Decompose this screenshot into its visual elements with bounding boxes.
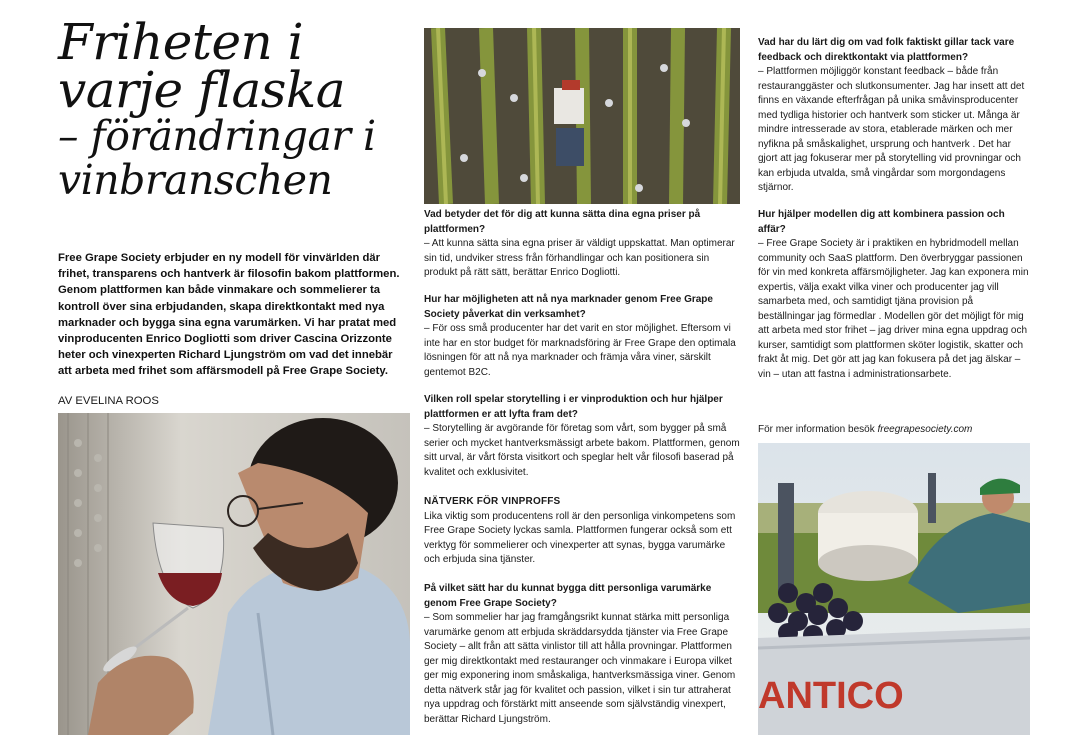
qa-answer: – Som sommelier har jag framgångsrikt kunnat stärka mitt personliga varumärke genom att erbjuda skräddarsydda tjänster via Free Grape Society – allt från att sätta vinlistor till att hålla provningar. Plattformen ger mig direktkontakt med restauranger och vinmakare i Europa vilket ger mig exponering inom småskaliga, hantverksmässiga viner. Genom detta nätverk står jag för kvalitet och passion, vilket i sin tur attraherat nya uppdrag och förstärkt mitt anseende som självständig vinexpert, berättar Richard Ljungström. (424, 612, 736, 725)
section-title: NÄTVERK FÖR VINPROFFS (424, 496, 561, 507)
qa-question: Hur har möjligheten att nå nya marknader genom Free Grape Society påverkat din verksamhet? (424, 294, 713, 320)
section-body: Lika viktig som producentens roll är den personliga vinkompetens som Free Grape Society lyckas samla. Plattformen fungerar också som ett verktyg för sommelierer och vinexperter att synas, bygga varumärke och erbjuda sina tjänster. (424, 510, 736, 565)
qa-block-5 (758, 36, 1030, 196)
more-info (758, 423, 1030, 438)
qa-block-2 (424, 293, 740, 380)
qa-answer: – För oss små producenter har det varit en stor möjlighet. Eftersom vi inte har en stor budget för marknadsföring är Free Grape den optimala lösningen för att nå nya marknader och främja våra viner, särskilt gentemot B2C. (424, 323, 736, 378)
qa-answer: – Plattformen möjliggör konstant feedback – både från restauranggäster och slutkonsumenter. Jag har insett att det finns en växande efterfrågan på unika småvinsproducenter med tydliga historier och hantverk som sticker ut. Många är mindre intresserade av stora, etablerade märken och mer nyfikna på småskalighet, ursprung och hantverk . Det har gjort att jag fokuserar mer på storytelling vid provningar och kan erbjuda utvalda, små vingårdar som morgondagens stjärnor. (758, 66, 1025, 193)
section-network (424, 495, 740, 568)
vineyard-aerial-photo (424, 28, 740, 204)
crate-label: ANTICO (758, 675, 904, 717)
headline-line-2: varje flaska (58, 61, 346, 119)
qa-answer: – Att kunna sätta sina egna priser är väldigt uppskattat. Man optimerar sin tid, undviker stress från förhandlingar och kan positionera sin produkt på rätt sätt, berättar Enrico Dogliotti. (424, 238, 735, 278)
qa-block-1 (424, 208, 740, 281)
qa-answer: – Storytelling är avgörande för företag som vårt, som bygger på små serier och mycket hantverksmässigt arbete bakom. Plattformen, genom sitt urval, är vårt första visitkort och speglar helt vår filosofi baserad på kvalitet och exklusivitet. (424, 423, 740, 478)
sommelier-tasting-photo (58, 413, 410, 735)
headline-line-3: – förändringar i (58, 112, 376, 160)
qa-block-4 (424, 582, 740, 727)
qa-block-3 (424, 393, 740, 480)
qa-question: På vilket sätt har du kunnat bygga ditt personliga varumärke genom Free Grape Society? (424, 583, 712, 609)
headline-line-4: vinbranschen (58, 156, 333, 204)
article-byline: AV EVELINA ROOS (58, 395, 159, 407)
qa-question: Vad har du lärt dig om vad folk faktiskt gillar tack vare feedback och direktkontakt via plattformen? (758, 37, 1015, 63)
qa-question: Vilken roll spelar storytelling i er vinproduktion och hur hjälper plattformen er att lyfta fram det? (424, 394, 723, 420)
qa-block-6 (758, 208, 1030, 382)
more-info-prefix: För mer information besök (758, 424, 878, 435)
grape-harvest-photo (758, 443, 1030, 735)
article-lead: Free Grape Society erbjuder en ny modell för vinvärlden där frihet, transparens och hantverk är filosofin bakom plattformen. Genom plattformen kan både vinmakare och sommelierer ta kontroll över sina erbjudanden, skapa direktkontakt med nya marknader och bygga sina egna varumärken. Vi har pratat med vinproducenten Enrico Dogliotti som driver Cascina Orizzonte heter och vinexperten Richard Ljungström om vad det innebär att arbeta med frihet som affärsmodell på Free Grape Society. (58, 252, 400, 378)
headline-line-1: Friheten i (58, 13, 304, 71)
qa-question: Vad betyder det för dig att kunna sätta dina egna priser på plattformen? (424, 209, 701, 235)
article-headline (58, 13, 403, 204)
qa-answer: – Free Grape Society är i praktiken en hybridmodell mellan community och SaaS plattform. Den överbryggar passionen för vin med konkreta affärsmöjligheter. Jag kan exponera min expertis, välja exakt vilka viner och producenter jag vill samarbeta med, och samtidigt tjäna provision på beställningar jag förmedlar . Modellen gör det möjligt för mig att arbeta med stor frihet – jag driver mina egna uppdrag och kurser, samtidigt som plattformen sköter logistik, skatter och frakt åt mig. Det gör att jag kan fokusera på det jag älskar – vin – utan att fastna i administrationsarbete. (758, 238, 1029, 380)
more-info-link[interactable]: freegrapesociety.com (877, 424, 973, 435)
qa-question: Hur hjälper modellen dig att kombinera passion och affär? (758, 209, 1005, 235)
